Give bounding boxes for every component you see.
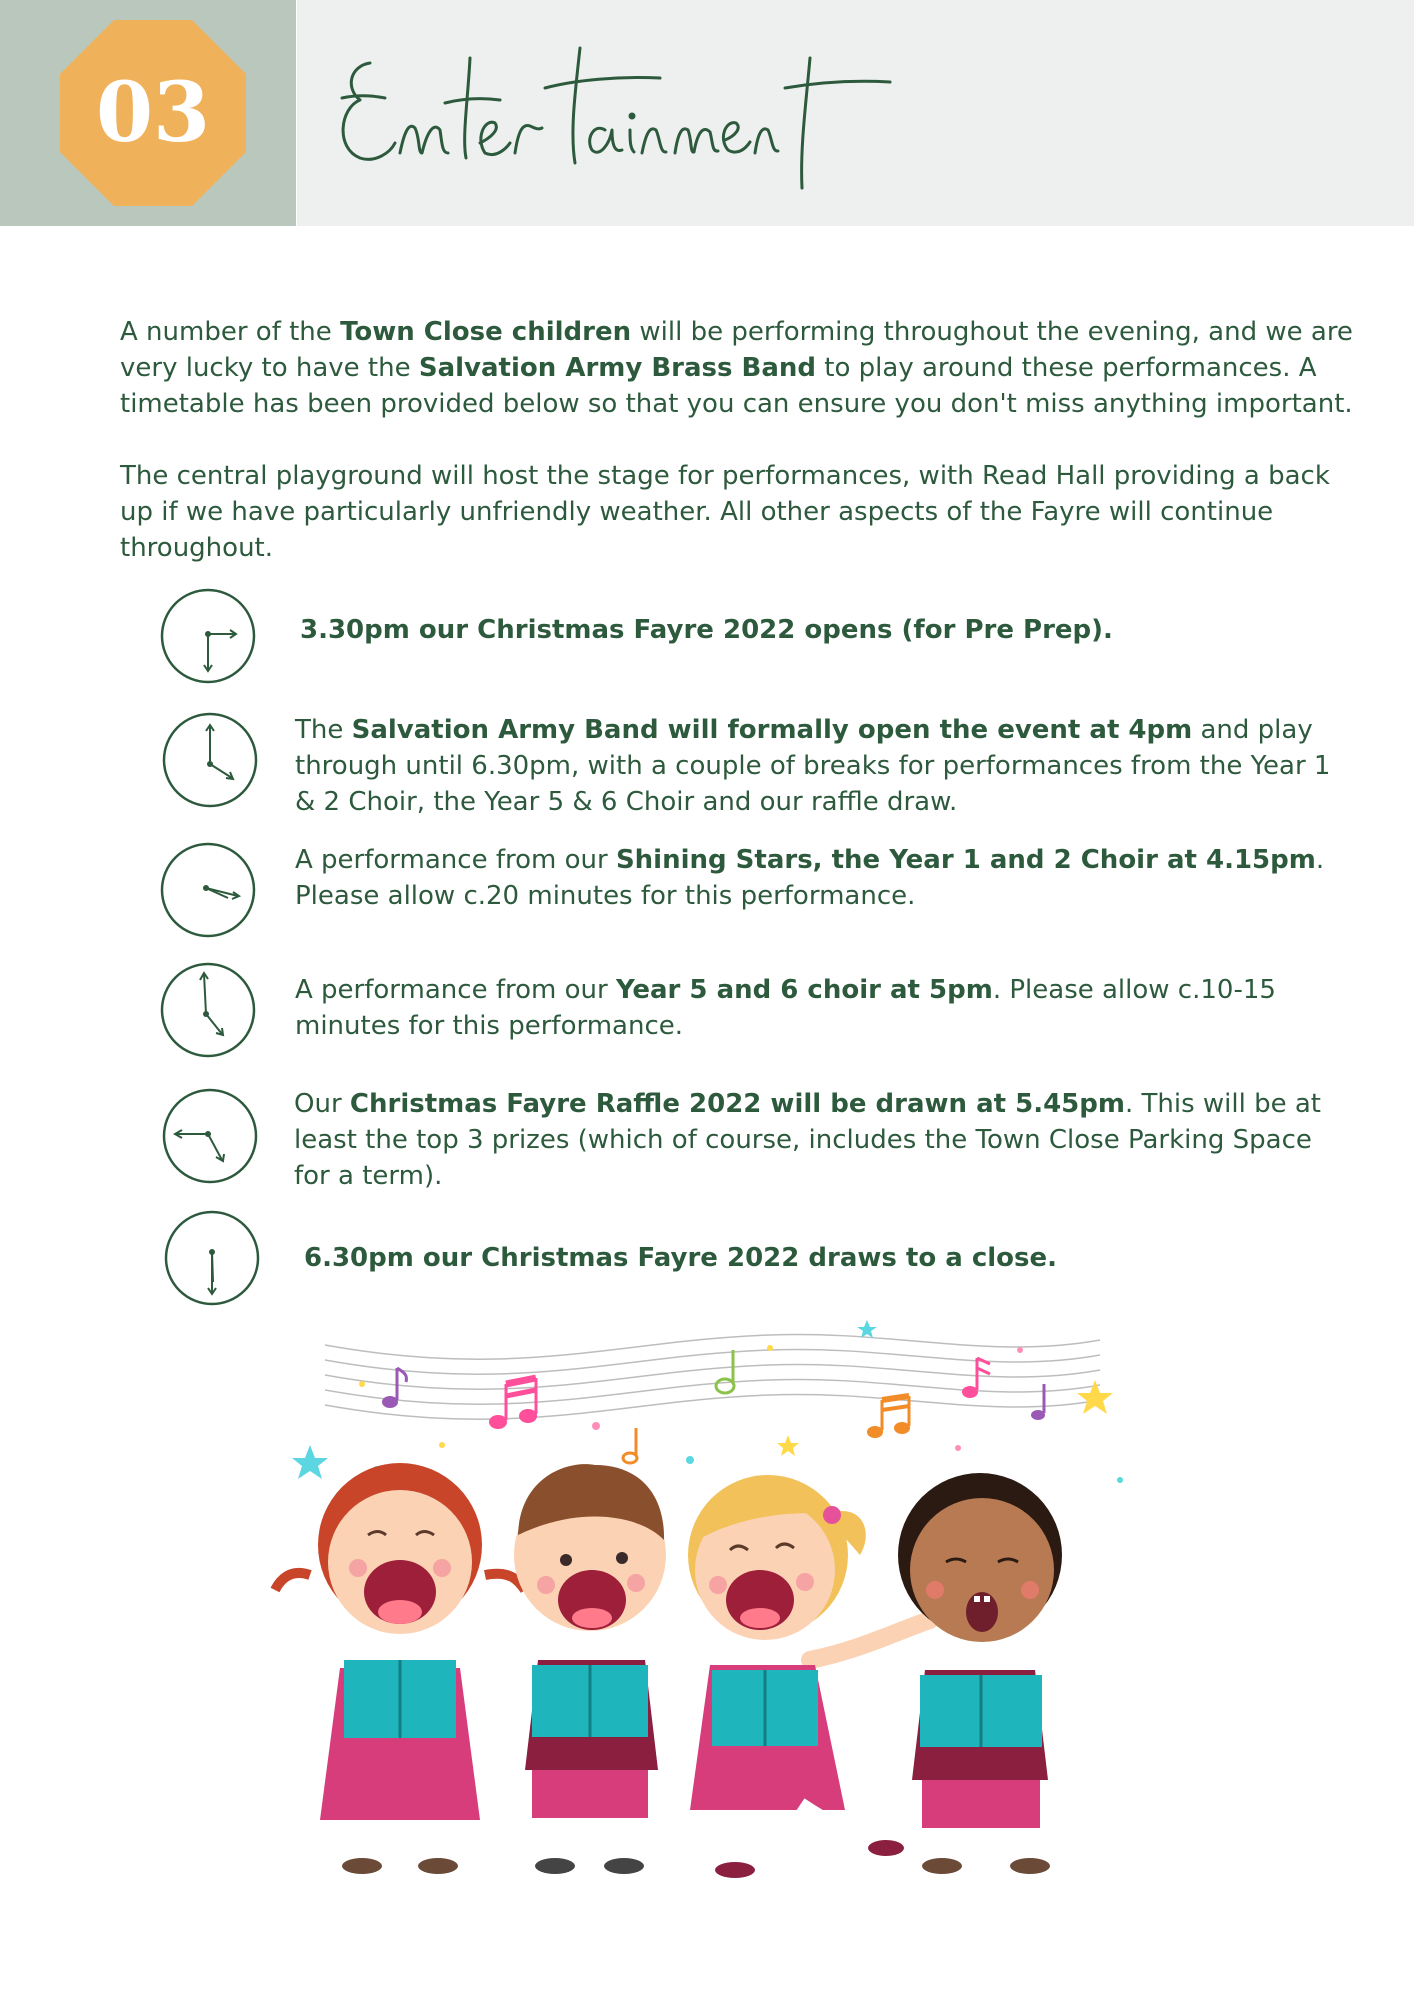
text-run: The central playground will host the stage for performances, with Read Hall providing a back up if we have particularly unfriendly weather. All other aspects of the Fayre will continue throughout. <box>120 461 1330 563</box>
child-icon <box>688 1475 930 1878</box>
text-run: . This will be at least the top 3 prizes (which of course, includes the Town Close Parking Space for a term). <box>294 1089 1321 1191</box>
clock-415-icon <box>160 842 256 938</box>
singing-children-illustration <box>270 1300 1150 1900</box>
music-note-icon <box>382 1350 1045 1463</box>
page-title-text <box>330 18 331 19</box>
bold-text: Shining Stars, the Year 1 and 2 Choir at 4.15pm <box>615 845 1316 875</box>
text-run: to play around these performances. A timetable has been provided below so that you can ensure you don't miss anything important. <box>120 353 1353 419</box>
text-run: A performance from our <box>295 845 616 875</box>
clock-400-icon <box>162 712 258 808</box>
text-run: The <box>295 715 352 745</box>
text-run: Our <box>294 1089 350 1119</box>
bold-text: Salvation Army Brass Band <box>418 353 817 383</box>
timetable-item-text <box>300 612 1350 648</box>
intro-paragraph-2 <box>120 458 1360 566</box>
bold-text: 3.30pm our Christmas Fayre 2022 opens (for Pre Prep). <box>300 615 1113 645</box>
script-title-drawing <box>330 18 930 208</box>
clock-630-icon <box>164 1210 260 1306</box>
text-run: . Please allow c.10-15 minutes for this performance. <box>295 975 1276 1041</box>
timetable-item-text <box>295 712 1345 820</box>
page-title <box>330 18 930 208</box>
text-run: A performance from our <box>295 975 616 1005</box>
timetable-item-text <box>304 1240 1354 1276</box>
bold-text: 6.30pm our Christmas Fayre 2022 draws to a close. <box>304 1243 1058 1273</box>
timetable-item-text <box>295 842 1345 914</box>
intro-text <box>120 314 1360 602</box>
intro-paragraph-1 <box>120 314 1360 422</box>
clock-330-icon <box>160 588 256 684</box>
child-icon <box>275 1463 525 1874</box>
text-run: and play through until 6.30pm, with a couple of breaks for performances from the Year 1 & 2 Choir, the Year 5 & 6 Choir and our raffle draw. <box>295 715 1331 817</box>
bold-text: Year 5 and 6 choir at 5pm <box>615 975 993 1005</box>
bold-text: Salvation Army Band will formally open the event at 4pm <box>351 715 1193 745</box>
timetable-item-text <box>295 972 1345 1044</box>
child-icon <box>514 1464 666 1874</box>
timetable-item-text <box>294 1086 1344 1194</box>
child-icon <box>898 1473 1062 1874</box>
music-staff-icon <box>325 1334 1100 1419</box>
bold-text: Christmas Fayre Raffle 2022 will be drawn at 5.45pm <box>349 1089 1125 1119</box>
text-run: will be performing throughout the evening, and we are very lucky to have the <box>120 317 1353 383</box>
clock-500-icon <box>160 962 256 1058</box>
text-run: . Please allow c.20 minutes for this performance. <box>295 845 1325 911</box>
clock-545-icon <box>162 1088 258 1184</box>
bold-text: Town Close children <box>340 317 632 347</box>
section-number: 03 <box>95 65 211 161</box>
text-run: A number of the <box>120 317 341 347</box>
